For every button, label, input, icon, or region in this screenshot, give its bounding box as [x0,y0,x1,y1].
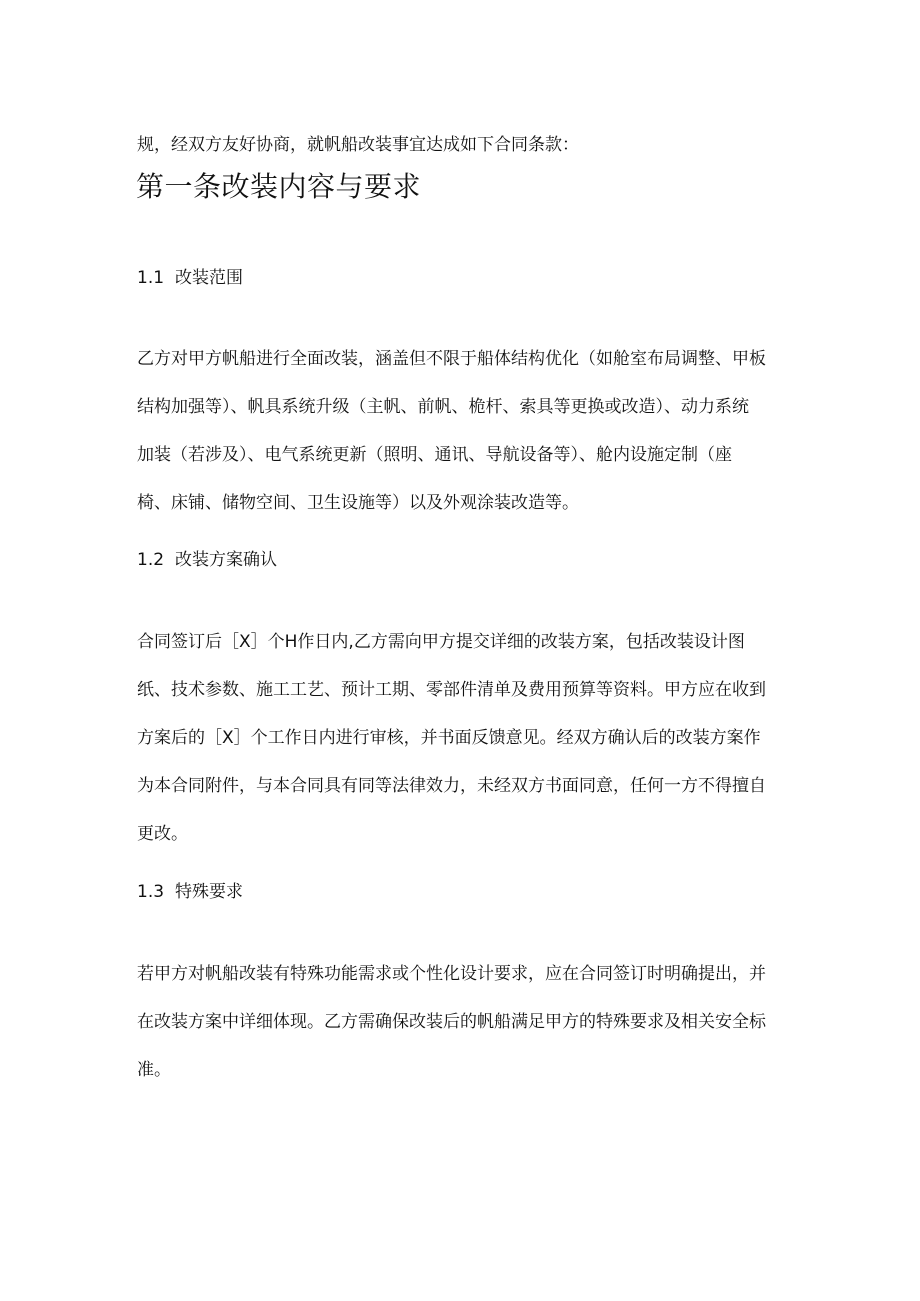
section-heading-1-1 [137,266,243,290]
paragraph-line: 加装（若涉及）、电气系统更新（照明、通讯、导航设备等）、舱内设施定制（座 [137,445,732,465]
section-paragraph-1-3 [137,950,777,1094]
section-heading-text: 特殊要求 [175,882,243,902]
paragraph-line: 方案后的［X］个工作日内进行审核，并书面反馈意见。经双方确认后的改装方案作 [137,728,761,748]
paragraph-line: 纸、技术参数、施工工艺、预计工期、零部件清单及费用预算等资料。甲方应在收到 [137,680,766,700]
intro-line: 规，经双方友好协商，就帆船改装事宜达成如下合同条款： [137,135,579,155]
section-number: 1.2 [137,550,165,570]
paragraph-line: 结构加强等）、帆具系统升级（主帆、前帆、桅杆、索具等更换或改造）、动力系统 [137,397,749,417]
article-title: 第一条改装内容与要求 [136,170,422,203]
paragraph-line: 在改装方案中详细体现。乙方需确保改装后的帆船满足甲方的特殊要求及相关安全标 [137,1012,766,1032]
paragraph-line: 椅、床铺、储物空间、卫生设施等）以及外观涂装改造等。 [137,493,579,513]
section-number: 1.1 [137,268,165,288]
section-heading-1-3 [137,880,243,904]
section-paragraph-1-1 [137,335,777,527]
section-heading-text: 改装范围 [175,268,243,288]
paragraph-line: 若甲方对帆船改装有特殊功能需求或个性化设计要求，应在合同签订时明确提出，并 [137,964,766,984]
paragraph-line: 合同签订后［X］个H作日内,乙方需向甲方提交详细的改装方案，包括改装设计图 [137,632,745,652]
section-heading-1-2 [137,548,277,572]
paragraph-line: 更改。 [137,824,188,844]
section-paragraph-1-2 [137,618,777,858]
paragraph-line: 乙方对甲方帆船进行全面改装，涵盖但不限于船体结构优化（如舱室布局调整、甲板 [137,349,766,369]
paragraph-line: 为本合同附件，与本合同具有同等法律效力，未经双方书面同意，任何一方不得擅自 [137,776,766,796]
section-heading-text: 改装方案确认 [175,550,277,570]
section-number: 1.3 [137,882,165,902]
paragraph-line: 准。 [137,1060,171,1080]
